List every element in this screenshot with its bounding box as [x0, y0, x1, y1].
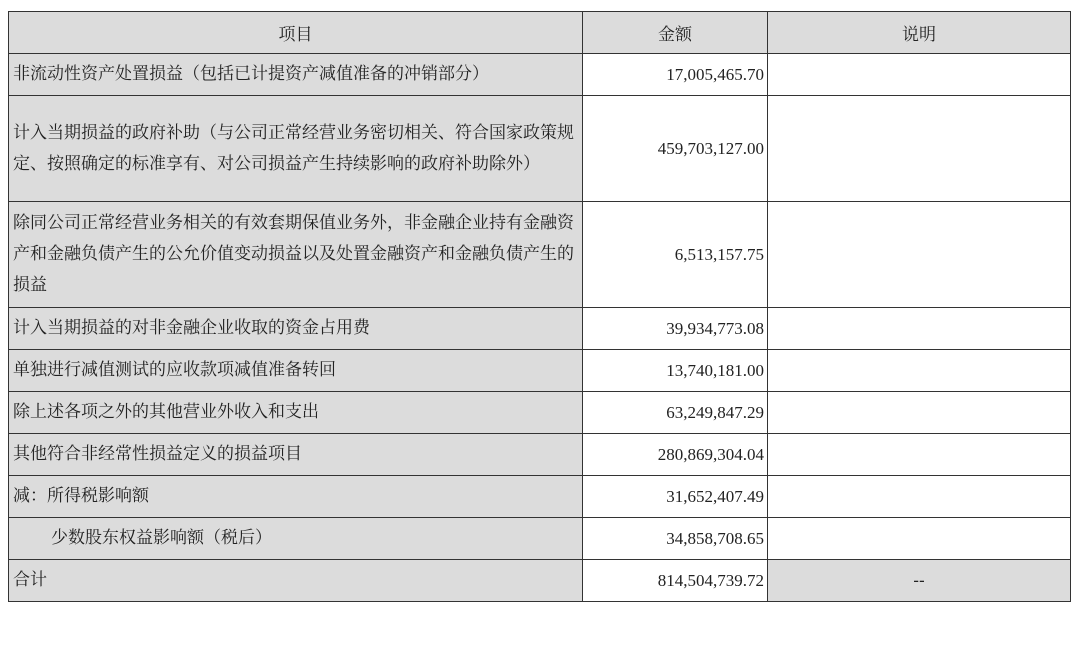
row-amount: 280,869,304.04 [583, 434, 768, 476]
table-row [9, 350, 1071, 392]
row-amount: 459,703,127.00 [583, 96, 768, 202]
table-row [9, 54, 1071, 96]
row-note [768, 202, 1071, 308]
row-item: 减：所得税影响额 [9, 476, 583, 518]
row-amount: 63,249,847.29 [583, 392, 768, 434]
table-row [9, 96, 1071, 202]
row-note [768, 392, 1071, 434]
row-item: 非流动性资产处置损益（包括已计提资产减值准备的冲销部分） [9, 54, 583, 96]
total-note: -- [768, 560, 1071, 602]
total-row [9, 560, 1071, 602]
row-item: 除同公司正常经营业务相关的有效套期保值业务外，非金融企业持有金融资产和金融负债产生的公允价值变动损益以及处置金融资产和金融负债产生的损益 [9, 202, 583, 308]
row-amount: 17,005,465.70 [583, 54, 768, 96]
row-note [768, 476, 1071, 518]
table-row [9, 434, 1071, 476]
table-row [9, 308, 1071, 350]
table-row [9, 518, 1071, 560]
total-amount: 814,504,739.72 [583, 560, 768, 602]
row-item: 计入当期损益的政府补助（与公司正常经营业务密切相关、符合国家政策规定、按照确定的标准享有、对公司损益产生持续影响的政府补助除外） [9, 96, 583, 202]
row-item: 单独进行减值测试的应收款项减值准备转回 [9, 350, 583, 392]
row-amount: 34,858,708.65 [583, 518, 768, 560]
non-recurring-gains-table [8, 11, 1071, 602]
row-amount: 31,652,407.49 [583, 476, 768, 518]
row-note [768, 434, 1071, 476]
row-note [768, 350, 1071, 392]
header-item: 项目 [9, 12, 583, 54]
table-row [9, 202, 1071, 308]
row-amount: 6,513,157.75 [583, 202, 768, 308]
row-amount: 39,934,773.08 [583, 308, 768, 350]
row-item: 除上述各项之外的其他营业外收入和支出 [9, 392, 583, 434]
row-item: 少数股东权益影响额（税后） [9, 518, 583, 560]
row-note [768, 96, 1071, 202]
row-note [768, 54, 1071, 96]
row-amount: 13,740,181.00 [583, 350, 768, 392]
total-label: 合计 [9, 560, 583, 602]
table-row [9, 476, 1071, 518]
header-note: 说明 [768, 12, 1071, 54]
header-row [9, 12, 1071, 54]
row-item: 其他符合非经常性损益定义的损益项目 [9, 434, 583, 476]
row-note [768, 518, 1071, 560]
row-item: 计入当期损益的对非金融企业收取的资金占用费 [9, 308, 583, 350]
header-amount: 金额 [583, 12, 768, 54]
row-note [768, 308, 1071, 350]
table-row [9, 392, 1071, 434]
